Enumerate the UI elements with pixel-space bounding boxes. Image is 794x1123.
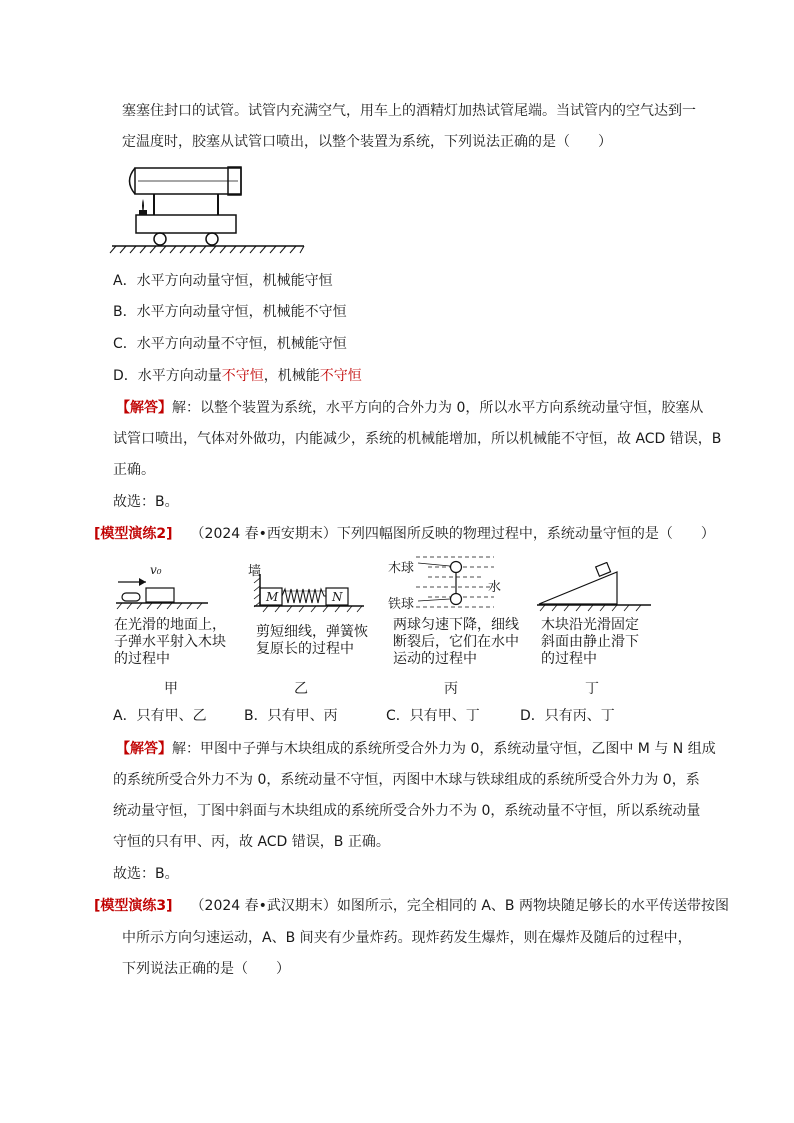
q2-answer-text1: 解：甲图中子弹与木块组成的系统所受合外力为 0，系统动量守恒，乙图中 M 与 N 组成 [172,741,716,757]
q2-answer-line2: 的系统所受合外力不为 0，系统动量不守恒，丙图中木球与铁球组成的系统所受合外力为 0，系 [113,772,700,788]
q1-answer-line3: 正确。 [113,462,155,478]
fig-jia-caption-2: 子弹水平射入木块 [114,634,226,650]
q1-option-a: A．水平方向动量守恒，机械能守恒 [113,273,333,289]
q1-answer-tag: 【解答】 [116,400,172,416]
q2-option-a: A．只有甲、乙 [113,708,207,724]
fig-jia-label: 甲 [164,681,178,697]
q1-stem-line2: 定温度时，胶塞从试管口喷出，以整个装置为系统，下列说法正确的是（ ） [122,134,612,150]
q1-stem-line1: 塞塞住封口的试管。试管内充满空气，用车上的酒精灯加热试管尾端。当试管内的空气达到一 [122,103,696,119]
q2-answer-line4: 守恒的只有甲、丙，故 ACD 错误，B 正确。 [113,834,390,850]
q1-answer-line1 [116,398,703,418]
q2-tag: [模型演练2] [94,526,173,542]
q3-stem-line3: 下列说法正确的是（ ） [122,961,290,977]
fig-jia-caption-3: 的过程中 [114,651,170,667]
fig-jia-v0-label: v₀ [150,563,162,577]
fig-bing-caption-1: 两球匀速下降，细线 [393,617,519,633]
q2-option-d: D．只有丙、丁 [520,708,615,724]
q1-option-d: D．水平方向动量不守恒，机械能不守恒 [113,368,362,384]
fig-yi-label: 乙 [294,681,308,697]
q3-stem-line1 [94,896,729,916]
q3-stem-text1: （2024 春•武汉期末）如图所示，完全相同的 A、B 两物块随足够长的水平传送带按图 [190,898,729,914]
fig-bing-caption-3: 运动的过程中 [393,651,477,667]
q2-option-c: C．只有甲、丁 [386,708,480,724]
q1-option-b: B．水平方向动量守恒，机械能不守恒 [113,304,347,320]
fig-bing-label: 丙 [444,681,458,697]
fig-jia [112,566,212,612]
q1-answer-text1: 解：以整个装置为系统，水平方向的合外力为 0，所以水平方向系统动量守恒，胶塞从 [172,400,704,416]
fig-bing-water-label: 水 [488,580,502,595]
q2-answer-line1 [116,739,716,759]
fig-bing-caption-2: 断裂后，它们在水中 [393,634,519,650]
fig-bing-iron-label: 铁球 [388,597,415,612]
fig-ding-caption-3: 的过程中 [541,651,597,667]
q2-stem: （2024 春•西安期末）下列四幅图所反映的物理过程中，系统动量守恒的是（ ） [190,526,715,542]
q1-choice: 故选：B。 [113,494,179,510]
fig-yi-n-label: N [332,590,343,604]
fig-ding-caption-2: 斜面由静止滑下 [541,634,639,650]
fig-yi-wall-label: 墙 [248,564,262,579]
q2-answer-tag: 【解答】 [116,741,172,757]
q2-choice: 故选：B。 [113,866,179,882]
q1-cannon-cart-figure [108,163,308,257]
q3-tag: [模型演练3] [94,898,173,914]
fig-yi-m-label: M [266,590,279,604]
fig-yi-caption-1: 剪短细线，弹簧恢 [256,624,368,640]
fig-jia-caption-1: 在光滑的地面上， [114,617,226,633]
fig-ding-caption-1: 木块沿光滑固定 [541,617,639,633]
q1-answer-line2: 试管口喷出，气体对外做功，内能减少，系统的机械能增加，所以机械能不守恒，故 ACD 错误，B [113,431,722,447]
q2-answer-line3: 统动量守恒，丁图中斜面与木块组成的系统所受合外力不为 0，系统动量不守恒，所以系统动量 [113,803,701,819]
fig-ding [535,562,655,612]
fig-bing-wood-label: 木球 [388,561,415,576]
fig-yi-caption-2: 复原长的过程中 [256,641,354,657]
q3-stem-line2: 中所示方向匀速运动，A、B 间夹有少量炸药。现炸药发生爆炸，则在爆炸及随后的过程中， [122,930,692,946]
q1-option-c: C．水平方向动量不守恒，机械能守恒 [113,336,347,352]
q2-stem-line [94,524,715,544]
fig-ding-label: 丁 [585,681,599,697]
q2-option-b: B．只有甲、丙 [244,708,338,724]
